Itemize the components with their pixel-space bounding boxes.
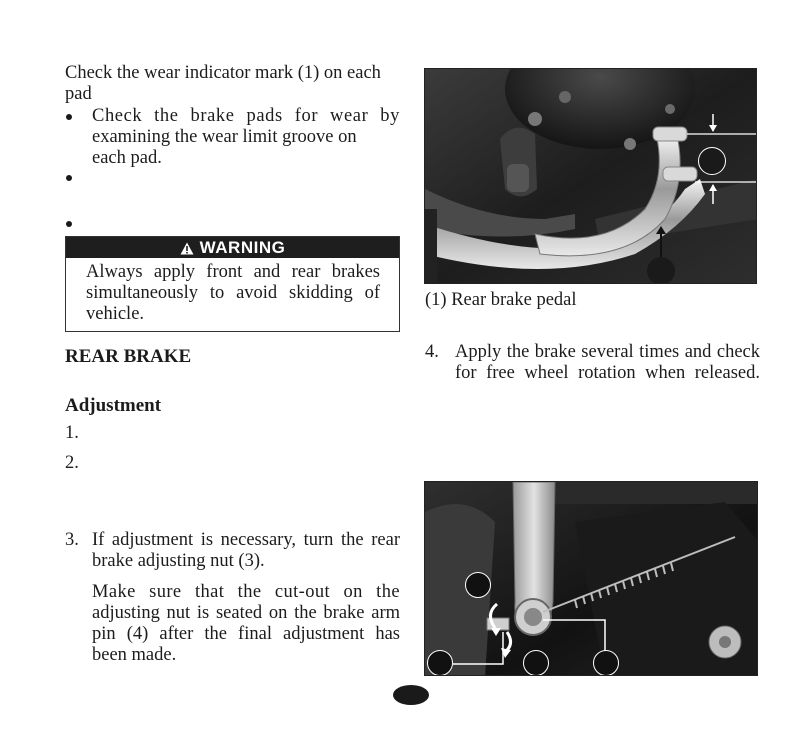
step-4-number: 4.: [425, 342, 439, 362]
callout-marker-arm-pin: [523, 650, 549, 676]
bullet-dot-2: [66, 175, 72, 181]
step-4-line-2: for free wheel rotation when released.: [455, 363, 760, 383]
figure-1-caption: (1) Rear brake pedal: [425, 290, 577, 310]
bullet-1-line-2: examining the wear limit groove on: [92, 127, 357, 147]
bullet-dot-1: [66, 114, 72, 120]
step-1-number: 1.: [65, 423, 79, 443]
warning-title: WARNING: [199, 238, 286, 257]
warning-line-3: vehicle.: [86, 304, 145, 324]
warning-body: [86, 262, 380, 325]
intro-line-2: pad: [65, 84, 92, 104]
callout-marker-arm: [465, 572, 491, 598]
step-3-number: 3.: [65, 530, 79, 550]
step-3-note-line-4: been made.: [92, 645, 177, 665]
step-2-number: 2.: [65, 453, 79, 473]
rear-brake-pedal-photo: [424, 68, 757, 284]
bullet-1-line-1: Check the brake pads for wear by: [92, 106, 400, 126]
warning-triangle-icon: [180, 242, 194, 255]
step-3-text: [92, 530, 400, 572]
rear-brake-pedal-illustration: [425, 69, 757, 284]
step-3-note-line-1: Make sure that the cut-out on the: [92, 582, 400, 602]
intro-line-1: Check the wear indicator mark (1) on each: [65, 63, 381, 83]
warning-line-1: Always apply front and rear brakes: [86, 262, 380, 282]
step-3-note-line-2: adjusting nut is seated on the brake arm: [92, 603, 400, 623]
step-3-note: [92, 582, 400, 666]
callout-marker-pedal: [647, 257, 675, 284]
warning-header: [66, 237, 399, 258]
callout-marker-adjusting-nut: [427, 650, 453, 676]
step-3-note-line-3: pin (4) after the final adjustment has: [92, 624, 400, 644]
step-4-text: [455, 342, 760, 384]
page-number-badge: [393, 685, 429, 705]
intro-text: [65, 63, 403, 105]
callout-marker-wear-indicator: [698, 147, 726, 175]
step-3-line-2: brake adjusting nut (3).: [92, 551, 265, 571]
callout-marker-cutout: [593, 650, 619, 676]
bullet-item-1: [92, 106, 400, 169]
step-4-line-1: Apply the brake several times and check: [455, 342, 760, 362]
brake-adjusting-nut-photo: [424, 481, 758, 676]
warning-box: [65, 236, 400, 332]
bullet-dot-3: [66, 221, 72, 227]
bullet-1-line-3: each pad.: [92, 148, 162, 168]
section-heading-rear-brake: REAR BRAKE: [65, 346, 192, 367]
warning-line-2: simultaneously to avoid skidding of: [86, 283, 380, 303]
subheading-adjustment: Adjustment: [65, 395, 162, 416]
step-3-line-1: If adjustment is necessary, turn the rear: [92, 530, 400, 550]
